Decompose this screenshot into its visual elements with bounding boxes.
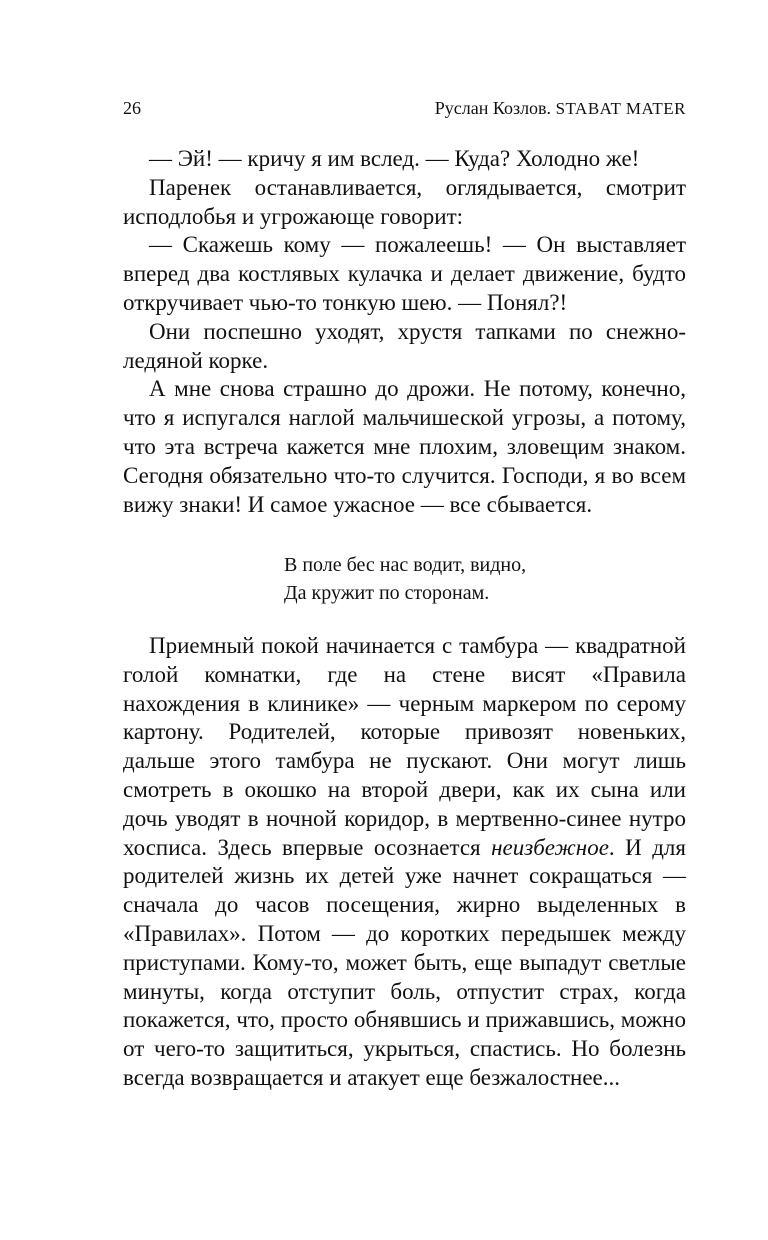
paragraph: А мне снова страшно до дрожи. Не потому, конечно, что я испугался наглой мальчишеской угрозы, а потому, что эта встреча кажется мне плохим, зловещим знаком. Сегодня обязательно что-то случится. Господи, я во всем вижу знаки! И самое ужасное — все сбывается. — [123, 376, 686, 517]
paragraph-text: . И для родителей жизнь их детей уже начнет сокращаться — сначала до часов посещения, жирно выделенных в «Правилах». Потом — до коротких передышек между приступами. Кому-то, может быть, еще выпадут светлые минуты, когда отступит боль, отпустит страх, когда покажется, что, просто обнявшись и прижавшись, можно от чего-то защититься, укрыться, спастись. Но болезнь всегда возвращается и атакует еще безжалостнее... — [123, 834, 686, 1090]
emphasized-word: неизбежное — [491, 834, 609, 860]
dialogue-section — [123, 145, 686, 519]
paragraph — [123, 632, 686, 1093]
paragraph: — Эй! — кричу я им вслед. — Куда? Холодно же! — [149, 146, 640, 171]
narrative-section — [123, 632, 686, 1093]
poem-line: Да кружит по сторонам. — [284, 582, 490, 604]
poem-line: В поле бес нас водит, видно, — [284, 554, 527, 576]
paragraph: Паренек останавливается, оглядывается, смотрит исподлобья и угрожающе говорит: — [123, 174, 686, 229]
paragraph-text: Приемный покой начинается с тамбура — квадратной голой комнатки, где на стене висят «Правила нахождения в клинике» — черным маркером по серому картону. Родителей, которые привозят новеньких, дальше этого тамбура не пускают. Они могут лишь смотреть в окошко на второй двери, как их сына или дочь уводят в ночной коридор, в мертвенно-синее нутро хосписа. Здесь впервые осознается — [123, 633, 686, 860]
running-header — [123, 96, 686, 120]
book-title: STABAT MATER — [555, 99, 686, 118]
running-title — [435, 96, 686, 121]
page-number: 26 — [123, 98, 141, 118]
author-name: Руслан Козлов. — [434, 98, 552, 118]
paragraph: — Скажешь кому — пожалеешь! — Он выставляет вперед два костлявых кулачка и делает движение, будто откручивает чью-то тонкую шею. — Понял?! — [123, 232, 686, 315]
poem-epigraph — [284, 551, 526, 607]
paragraph: Они поспешно уходят, хрустя тапками по снежно-ледяной корке. — [123, 318, 686, 373]
